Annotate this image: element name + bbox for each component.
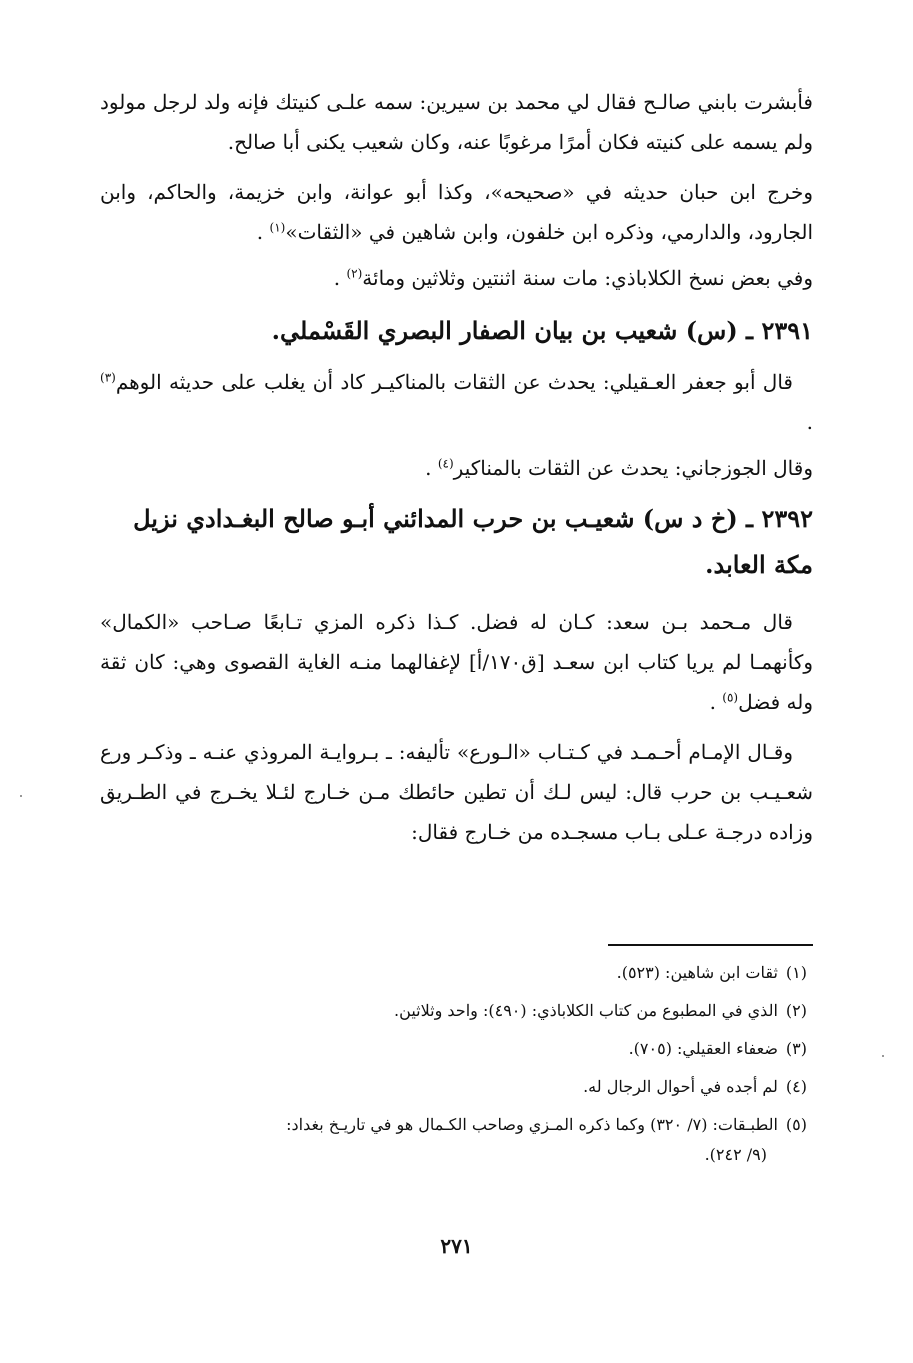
paragraph-7 — [100, 732, 813, 852]
footnote-ref-2[interactable]: (٢) — [346, 266, 363, 281]
footnote-text: ثقات ابن شاهين: (٥٢٣). — [616, 963, 778, 982]
paragraph-3-text: وفي بعض نسخ الكلاباذي: مات سنة اثنتين وثلاثين ومائة — [362, 266, 813, 290]
paragraph-5-text: وقال الجوزجاني: يحدث عن الثقات بالمناكير — [453, 456, 813, 480]
footnote-separator — [608, 944, 813, 946]
paragraph-1 — [100, 82, 813, 162]
paragraph-2-end: . — [256, 220, 270, 244]
paragraph-6-end: . — [709, 690, 723, 714]
main-text — [100, 82, 813, 852]
footnote-ref-5[interactable]: (٥) — [722, 690, 739, 705]
page-number: ٢٧١ — [440, 1234, 473, 1258]
paragraph-7-text: وقـال الإمـام أحـمـد في كـتـاب «الـورع» تأليفه: ـ بـروايـة المروذي عنـه ـ وذكـر ورع شعـيـب بن حرب قال: ليس لـك أن تطين حائطك مـن خـارج لئـلا يخـرج في الطـريق وزاده درجـة عـلى بـاب مسجـده من خـارج فقال: — [100, 740, 813, 844]
footnote-text: الذي في المطبوع من كتاب الكلاباذي: (٤٩٠): واحد وثلاثين. — [394, 1001, 778, 1020]
paragraph-4-text: قال أبو جعفر العـقيلي: يحدث عن الثقات بالمناكيـر كاد أن يغلب على حديثه الوهم — [115, 370, 793, 394]
footnote-5 — [100, 1110, 813, 1170]
paragraph-6 — [100, 602, 813, 722]
paragraph-4 — [100, 362, 813, 442]
footnote-2 — [100, 996, 813, 1026]
paragraph-2 — [100, 172, 813, 252]
footnote-text: الطبـقات: (٧/ ٣٢٠) وكما ذكره المـزي وصاحب الكـمال هو في تاريـخ بغداد: — [286, 1115, 778, 1134]
footnote-text: لم أجده في أحوال الرجال له. — [583, 1077, 778, 1096]
footnote-1 — [100, 958, 813, 988]
footnote-ref-1[interactable]: (١) — [269, 220, 286, 235]
paragraph-5-end: . — [425, 456, 438, 480]
paragraph-1-text: فأبشرت بابني صالـح فقال لي محمد بن سيرين: سمه علـى كنيتك فإنه ولد لرجل مولود ولم يسمه على كنيته فكان أمرًا مرغوبًا عنه، وكان شعيب يكنى أبا صالح. — [100, 90, 813, 154]
entry-heading-2392: ٢٣٩٢ ـ (خ د س) شعيـب بن حرب المدائني أبـو صالح البغـدادي نزيل مكة العابد. — [133, 504, 813, 579]
entry-heading-2391: ٢٣٩١ ـ (س) شعيب بن بيان الصفار البصري القَسْملي. — [271, 316, 813, 345]
footnote-text: ضعفاء العقيلي: (٧٠٥). — [628, 1039, 778, 1058]
paragraph-3-end: . — [333, 266, 347, 290]
footnote-3 — [100, 1034, 813, 1064]
footnote-number: (٣) — [785, 1039, 807, 1058]
footnote-number: (٤) — [785, 1077, 807, 1096]
scan-speck — [882, 1055, 884, 1057]
paragraph-3 — [100, 258, 813, 298]
footnote-ref-4[interactable]: (٤) — [437, 456, 454, 471]
footnote-4 — [100, 1072, 813, 1102]
scan-speck — [20, 795, 22, 797]
footnote-number: (٥) — [785, 1115, 807, 1134]
footnote-continuation: (٩/ ٢٤٢). — [704, 1145, 767, 1164]
footnote-number: (١) — [785, 963, 807, 982]
paragraph-6-text: قال مـحمد بـن سعد: كـان له فضل. كـذا ذكره المزي تـابعًا صـاحب «الكمال» وكأنهمـا لم يريا كتاب ابن سعـد [ق١٧٠/أ] لإغفالهما منـه الغاية القصوى وهي: كان ثقة وله فضل — [100, 610, 814, 714]
paragraph-5 — [100, 448, 813, 488]
footnote-ref-3[interactable]: (٣) — [100, 370, 116, 385]
paragraph-2-text: وخرج ابن حبان حديثه في «صحيحه»، وكذا أبو عوانة، وابن خزيمة، والحاكم، وابن الجارود، والدارمي، وذكره ابن خلفون، وابن شاهين في «الثقات» — [100, 180, 813, 244]
footnote-number: (٢) — [785, 1001, 807, 1020]
paragraph-4-end: . — [806, 410, 813, 434]
footnotes — [100, 958, 813, 1178]
